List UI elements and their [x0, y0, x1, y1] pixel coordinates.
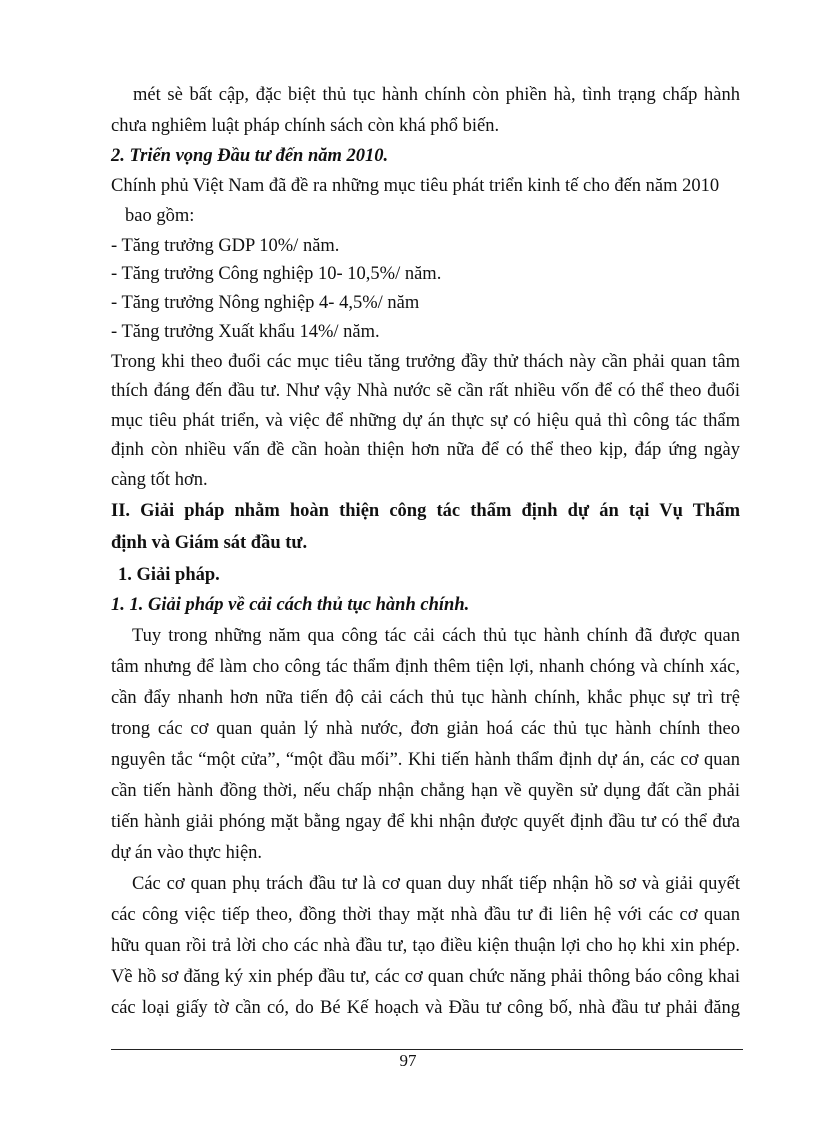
- body-line: cần đẩy nhanh hơn nữa tiến độ cải cách thủ tục hành chính, khắc phục sự trì trệ: [111, 688, 740, 708]
- body-line: Các cơ quan phụ trách đầu tư là cơ quan duy nhất tiếp nhận hồ sơ và giải quyết: [132, 874, 740, 894]
- body-line: mục tiêu phát triển, và việc để những dự án thực sự có hiệu quả thì công tác thẩm: [111, 411, 740, 431]
- body-line: mét sè bất cập, đặc biệt thủ tục hành chính còn phiền hà, tình trạng chấp hành: [133, 85, 740, 105]
- subsection-heading: 1. Giải pháp.: [118, 565, 220, 585]
- section-heading: 2. Triển vọng Đầu tư đến năm 2010.: [111, 146, 389, 166]
- list-item: - Tăng trưởng Nông nghiệp 4- 4,5%/ năm: [111, 293, 420, 313]
- footer-rule: [111, 1049, 743, 1050]
- body-line: Về hồ sơ đăng ký xin phép đầu tư, các cơ quan chức năng phải thông báo công khai: [111, 967, 740, 987]
- body-line: chưa nghiêm luật pháp chính sách còn khá phổ biến.: [111, 116, 500, 136]
- body-line: Chính phủ Việt Nam đã đề ra những mục tiêu phát triển kinh tế cho đến năm 2010: [111, 176, 720, 196]
- list-item: - Tăng trưởng Công nghiệp 10- 10,5%/ năm.: [111, 264, 442, 284]
- body-line: Tuy trong những năm qua công tác cải cách thủ tục hành chính đã được quan: [132, 626, 740, 646]
- list-item: - Tăng trưởng Xuất khẩu 14%/ năm.: [111, 322, 380, 342]
- section-heading: II. Giải pháp nhằm hoàn thiện công tác thẩm định dự án tại Vụ Thẩm: [111, 501, 740, 521]
- body-line: trong các cơ quan quản lý nhà nước, đơn giản hoá các thủ tục hành chính theo: [111, 719, 740, 739]
- body-line: bao gồm:: [125, 206, 195, 226]
- body-line: nguyên tắc “một cửa”, “một đầu mối”. Khi tiến hành thẩm định dự án, các cơ quan: [111, 750, 740, 770]
- body-line: các loại giấy tờ cần có, do Bé Kế hoạch và Đầu tư công bố, nhà đầu tư phải đăng: [111, 998, 740, 1018]
- body-line: cần tiến hành đồng thời, nếu chấp nhận chẳng hạn về quyền sử dụng đất cần phải: [111, 781, 740, 801]
- body-line: Trong khi theo đuổi các mục tiêu tăng trưởng đầy thử thách này cần phải quan tâm: [111, 352, 740, 372]
- subsection-heading: 1. 1. Giải pháp về cải cách thủ tục hành chính.: [111, 595, 470, 615]
- page-number: 97: [399, 1051, 417, 1070]
- body-line: tiến hành giải phóng mặt bằng ngay để khi nhận được quyết định đầu tư có thể đưa: [111, 812, 740, 832]
- list-item: - Tăng trưởng GDP 10%/ năm.: [111, 236, 340, 256]
- body-line: dự án vào thực hiện.: [111, 843, 263, 863]
- body-line: tâm nhưng để làm cho công tác thẩm định thêm tiện lợi, nhanh chóng và chính xác,: [111, 657, 740, 677]
- section-heading: định và Giám sát đầu tư.: [111, 533, 308, 553]
- body-line: càng tốt hơn.: [111, 470, 208, 490]
- body-line: các công việc tiếp theo, đồng thời thay mặt nhà đầu tư đi liên hệ với các cơ quan: [111, 905, 740, 925]
- body-line: thích đáng đến đầu tư. Như vậy Nhà nước sẽ cần rất nhiều vốn để có thể theo đuổi: [111, 381, 740, 401]
- body-line: định còn nhiều vấn đề cần hoàn thiện hơn nữa để có thể theo kịp, đáp ứng ngày: [111, 440, 740, 460]
- body-line: hữu quan rồi trả lời cho các nhà đầu tư, tạo điều kiện thuận lợi cho họ khi xin phép.: [111, 936, 740, 956]
